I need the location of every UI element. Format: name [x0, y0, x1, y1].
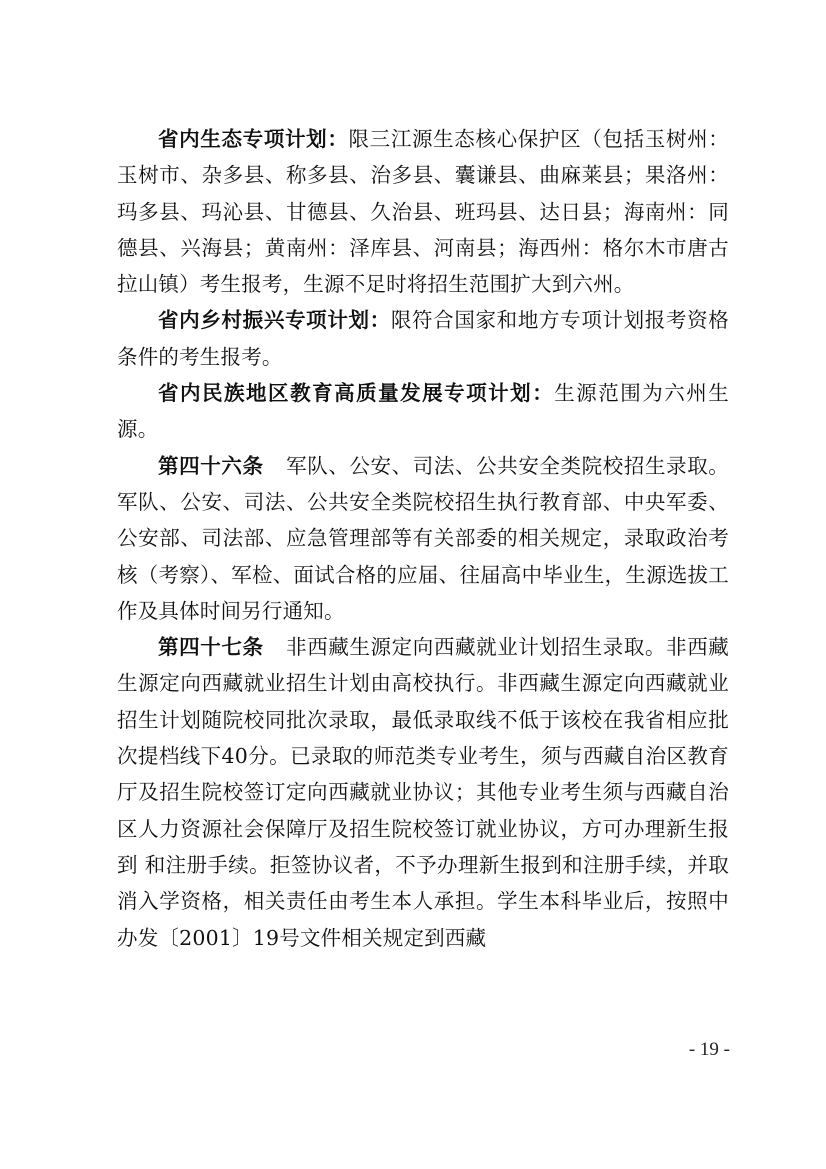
paragraph-text: 生源范围为六州生源。	[117, 381, 729, 442]
article-47	[117, 629, 729, 956]
paragraph-rural-plan	[117, 302, 729, 375]
paragraph-text: 限三江源生态核心保护区（包括玉树州：玉树市、杂多县、称多县、治多县、囊谦县、曲麻莱县；果洛州：玛多县、玛沁县、甘德县、久治县、班玛县、达日县；海南州：同德县、兴海县；黄南州：泽库县、河南县；海西州：格尔木市唐古拉山镇）考生报考，生源不足时将招生范围扩大到六州。	[117, 127, 729, 297]
paragraph-ecology-plan	[117, 121, 729, 302]
paragraph-ethnic-plan	[117, 375, 729, 448]
article-number: 第四十七条	[158, 635, 264, 660]
paragraph-lead: 省内民族地区教育高质量发展专项计划：	[158, 381, 555, 406]
page-number: - 19 -	[688, 1039, 730, 1060]
paragraph-text: 限符合国家和地方专项计划报考资格条件的考生报考。	[117, 308, 730, 369]
document-body	[117, 121, 729, 956]
article-text: 军队、公安、司法、公共安全类院校招生录取。军队、公安、司法、公共安全类院校招生执行教育部、中央军委、公安部、司法部、应急管理部等有关部委的相关规定，录取政治考核（考察）、军检、面试合格的应届、往届高中毕业生，生源选拔工作及具体时间另行通知。	[117, 453, 730, 623]
article-46	[117, 448, 729, 629]
paragraph-lead: 省内乡村振兴专项计划：	[158, 308, 391, 333]
article-text: 非西藏生源定向西藏就业计划招生录取。非西藏生源定向西藏就业招生计划由高校执行。非西藏生源定向西藏就业招生计划随院校同批次录取，最低录取线不低于该校在我省相应批次提档线下40分。已录取的师范类专业考生，须与西藏自治区教育厅及招生院校签订定向西藏就业协议；其他专业考生须与西藏自治区人力资源社会保障厅及招生院校签订就业协议，方可办理新生报到 和注册手续。拒签协议者，不予办理新生报到和注册手续，并取消入学资格，相关责任由考生本人承担。学生本科毕业后，按照中办发〔2001〕19号文件相关规定到西藏	[117, 635, 730, 950]
article-number: 第四十六条	[158, 453, 264, 478]
paragraph-lead: 省内生态专项计划：	[158, 127, 349, 151]
